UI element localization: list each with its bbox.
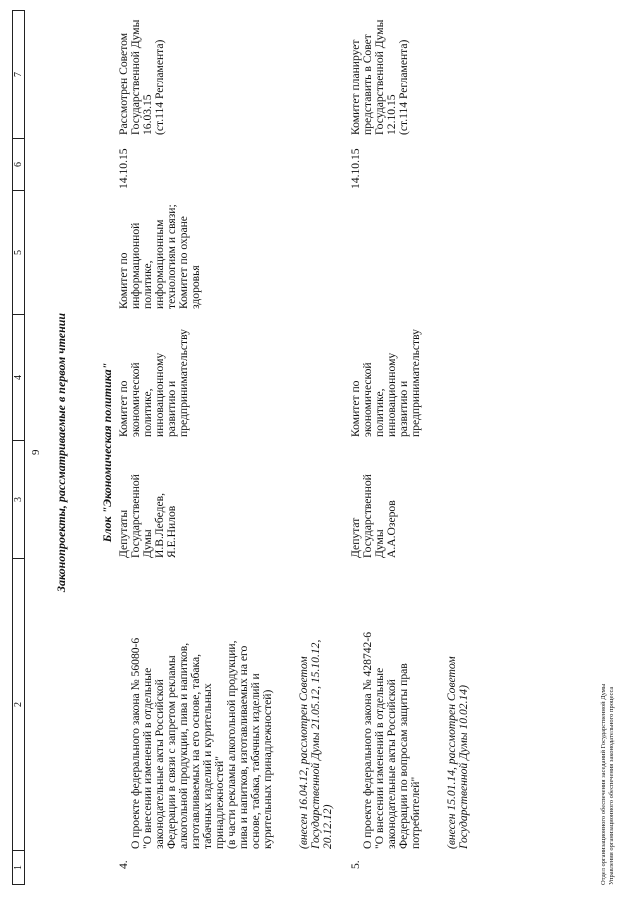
section-title: Законопроекты, рассматриваемые в первом чтении — [54, 312, 68, 593]
column-header-3: 3 — [13, 440, 24, 558]
column-header-5: 5 — [13, 190, 24, 314]
column-header-7: 7 — [13, 72, 24, 77]
date-cell: 14.10.15 — [349, 148, 362, 189]
date-cell: 14.10.15 — [117, 148, 130, 189]
bill-title-cell — [118, 629, 334, 849]
column-header-row — [12, 10, 25, 885]
column-header-4: 4 — [13, 314, 24, 440]
column-header-1: 1 — [13, 850, 24, 884]
committee-cell: Комитет по экономической политике, инновационному развитию и предпринимательству — [117, 329, 190, 437]
footer-line-2: Управления организационного обеспечения законодательного процесса — [608, 686, 615, 885]
bill-title: О проекте федерального закона № 428742-6 "О внесении изменений в отдельные законодательные акты Российской Федерации по вопросам защиты прав потребителей" — [361, 632, 422, 849]
bill-note: (внесен 15.01.14, рассмотрен Советом Государственной Думы 10.02.14) — [445, 656, 470, 849]
authors-cell: Депутат Государственной Думы А.А.Озеров — [349, 474, 398, 558]
footer — [600, 285, 616, 885]
footer-line-1: Отдел организационного обеспечения заседаний Государственной Думы — [600, 683, 607, 885]
bill-title: О проекте федерального закона № 56080-6 "О внесении изменений в отдельные законодательные акты Российской Федерации в связи с запретом рекламы алкогольной продукции, пива и напитков, изготавливаемых на его основе, табака, табачных изделий и курительных принадлежностей" (в части рекламы алкогольной продукции, пива и напитков, изготавливаемых на его основе, табака, табачных изделий и курительных принадлежностей) — [129, 637, 274, 849]
committee-cell: Комитет по экономической политике, инновационному развитию и предпринимательству — [349, 329, 422, 437]
co-committees-cell: Комитет по информационной политике, информационным технологиям и связи; Комитет по охране здоровья — [117, 204, 202, 309]
column-header-2: 2 — [13, 558, 24, 850]
bill-note: (внесен 16.04.12, рассмотрен Советом Государственной Думы 21.05.12, 15.10.12, 20.12.12) — [297, 639, 334, 849]
block-title: Блок "Экономическая политика" — [100, 362, 114, 543]
status-cell: Комитет планирует представить в Совет Государственной Думы 12.10.15 (ст.114 Регламента) — [349, 19, 410, 135]
authors-cell: Депутаты Государственной Думы И.В.Лебедев, Я.Е.Нилов — [117, 474, 178, 558]
row-number: 4. — [117, 860, 130, 869]
bill-title-cell — [350, 629, 470, 849]
row-number: 5. — [349, 860, 362, 869]
status-cell: Рассмотрен Советом Государственной Думы 16.03.15 (ст.114 Регламента) — [117, 19, 166, 135]
page-number: 9 — [30, 449, 42, 455]
column-header-6: 6 — [13, 138, 24, 190]
